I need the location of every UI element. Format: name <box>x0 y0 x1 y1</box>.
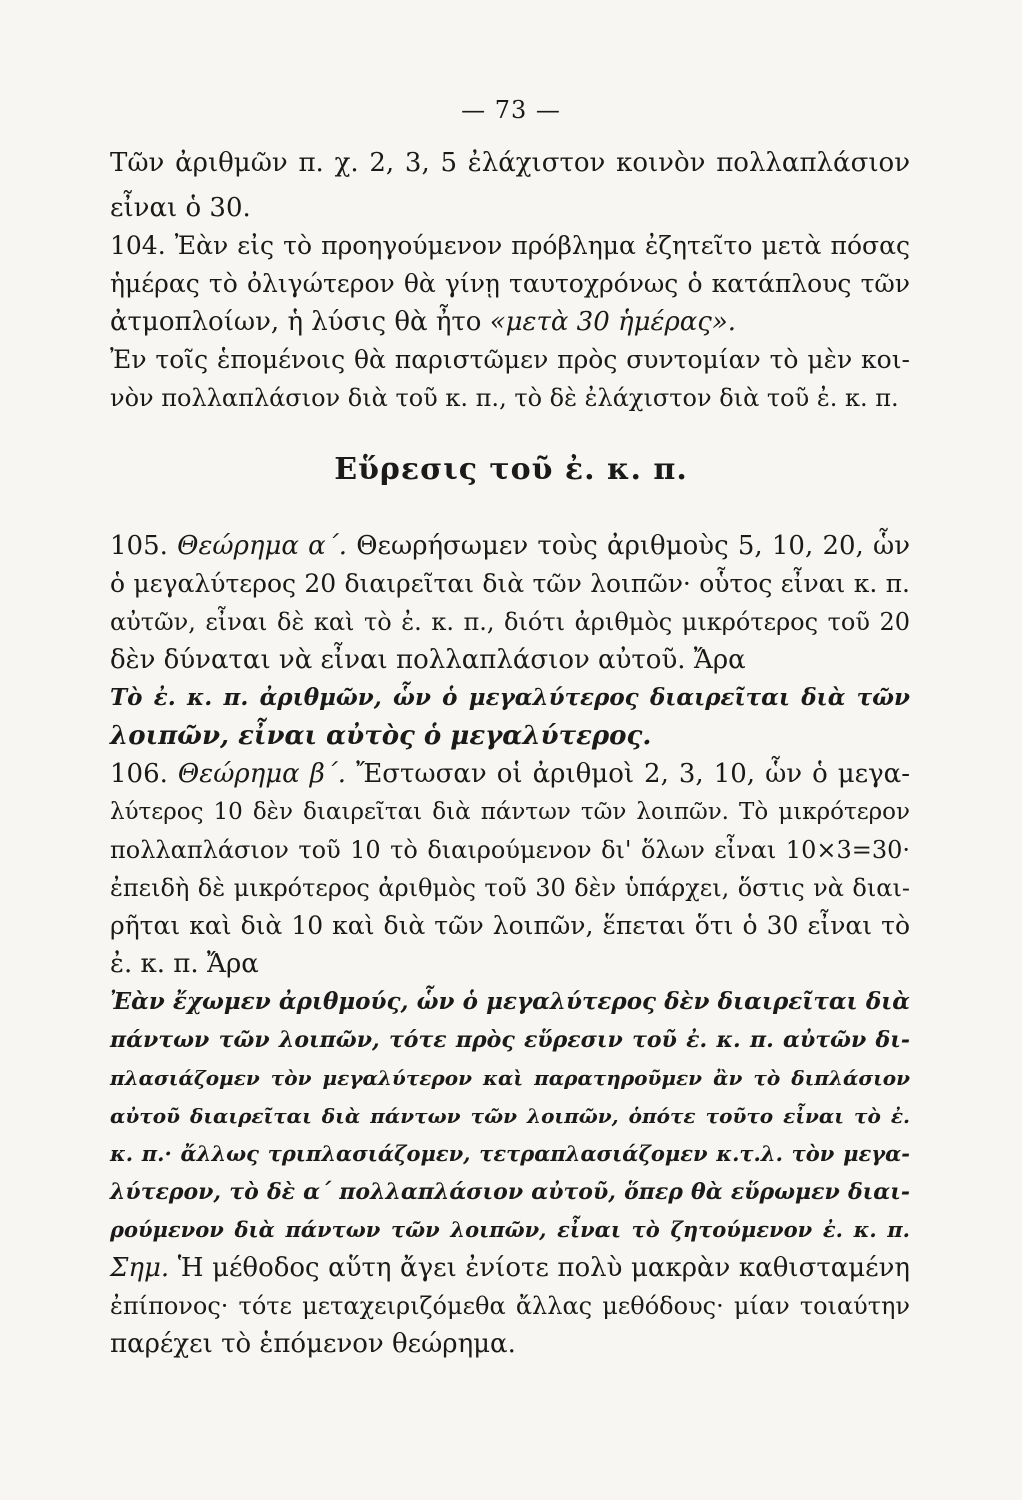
rule-line: Τὸ ἐ. κ. π. ἀριθμῶν, ὧν ὁ μεγαλύτερος διαιρεῖται διὰ τῶν <box>110 684 910 711</box>
text-line: ἡμέρας τὸ ὀλιγώτερον θὰ γίνῃ ταυτοχρόνως ὁ κατάπλους τῶν <box>110 269 910 298</box>
text-line: λύτερος 10 δὲν διαιρεῖται διὰ πάντων τῶν λοιπῶν. Τὸ μικρότερον <box>110 799 910 825</box>
text-line: Τῶν ἀριθμῶν π. χ. 2, 3, 5 ἐλάχιστον κοινὸν πολλαπλάσιον <box>110 148 910 178</box>
text-span: Ἔστωσαν οἱ ἀριθμοὶ 2, 3, 10, ὧν ὁ μεγα- <box>356 759 911 789</box>
text-line <box>110 304 910 340</box>
text-line: ἐπειδὴ δὲ μικρότερος ἀριθμὸς τοῦ 30 δὲν ὑπάρχει, ὅστις νὰ διαι- <box>110 874 910 902</box>
text-line: ὁ μεγαλύτερος 20 διαιρεῖται διὰ τῶν λοιπῶν· οὗτος εἶναι κ. π. <box>110 569 910 598</box>
section-heading: Εὕρεσις τοῦ ἐ. κ. π. <box>334 452 688 487</box>
page-number: — 73 — <box>461 96 561 124</box>
text-line: νὸν πολλαπλάσιον διὰ τοῦ κ. π., τὸ δὲ ἐλάχιστον διὰ τοῦ ἐ. κ. π. <box>110 384 899 412</box>
rule-line: πλασιάζομεν τὸν μεγαλύτερον καὶ παρατηροῦμεν ἂν τὸ διπλάσιον <box>110 1066 910 1090</box>
text-line: ἐ. κ. π. Ἄρα <box>110 949 259 979</box>
text-span: ἀτμοπλοίων, ἡ λύσις θὰ ἦτο <box>110 307 482 337</box>
text-line <box>110 1250 910 1286</box>
rule-line: αὐτοῦ διαιρεῖται διὰ πάντων τῶν λοιπῶν, ὁπότε τοῦτο εἶναι τὸ ἐ. <box>110 1104 910 1128</box>
rule-line: λοιπῶν, εἶναι αὐτὸς ὁ μεγαλύτερος. <box>110 721 652 751</box>
text-line: ἐπίπονος· τότε μεταχειριζόμεθα ἄλλας μεθόδους· μίαν τοιαύτην <box>110 1292 910 1320</box>
text-line <box>110 756 910 792</box>
theorem-label: Θεώρημα α΄. <box>177 531 347 561</box>
rule-line: Ἐὰν ἔχωμεν ἀριθμούς, ὧν ὁ μεγαλύτερος δὲν διαιρεῖται διὰ <box>110 988 910 1015</box>
italic-phrase: «μετὰ 30 ἡμέρας». <box>489 307 737 337</box>
text-line: Ἐν τοῖς ἑπομένοις θὰ παριστῶμεν πρὸς συντομίαν τὸ μὲν κοι- <box>110 345 910 374</box>
text-line: αὐτῶν, εἶναι δὲ καὶ τὸ ἐ. κ. π., διότι ἀριθμὸς μικρότερος τοῦ 20 <box>110 608 910 636</box>
rule-line: ρούμενον διὰ πάντων τῶν λοιπῶν, εἶναι τὸ ζητούμενον ἐ. κ. π. <box>110 1217 910 1242</box>
rule-line: λύτερον, τὸ δὲ α΄ πολλαπλάσιον αὐτοῦ, ὅπερ θὰ εὕρωμεν διαι- <box>110 1179 910 1205</box>
rule-line: κ. π.· ἄλλως τριπλασιάζομεν, τετραπλασιάζομεν κ.τ.λ. τὸν μεγα- <box>110 1141 910 1166</box>
text-line: ρῆται καὶ διὰ 10 καὶ διὰ τῶν λοιπῶν, ἕπεται ὅτι ὁ 30 εἶναι τὸ <box>110 911 910 940</box>
note-label: Σημ. <box>110 1253 170 1283</box>
text-line: εἶναι ὁ 30. <box>110 193 251 223</box>
text-line: παρέχει τὸ ἑπόμενον θεώρημα. <box>110 1329 516 1359</box>
paragraph-number: 106. <box>110 759 168 789</box>
paragraph-number: 105. <box>110 531 168 561</box>
text-span: Ἡ μέθοδος αὕτη ἄγει ἐνίοτε πολὺ μακρὰν καθισταμένη <box>177 1253 911 1283</box>
rule-line: πάντων τῶν λοιπῶν, τότε πρὸς εὕρεσιν τοῦ ἐ. κ. π. αὐτῶν δι- <box>110 1027 910 1053</box>
text-line <box>110 528 910 564</box>
text-line: 104. Ἐὰν εἰς τὸ προηγούμενον πρόβλημα ἐζητεῖτο μετὰ πόσας <box>110 231 910 260</box>
text-line: πολλαπλάσιον τοῦ 10 τὸ διαιρούμενον δι' ὅλων εἶναι 10×3=30· <box>110 836 910 864</box>
text-span: Θεωρήσωμεν τοὺς ἀριθμοὺς 5, 10, 20, ὧν <box>356 531 911 561</box>
text-line: δὲν δύναται νὰ εἶναι πολλαπλάσιον αὐτοῦ. Ἄρα <box>110 645 746 675</box>
theorem-label: Θεώρημα β΄. <box>177 759 347 789</box>
